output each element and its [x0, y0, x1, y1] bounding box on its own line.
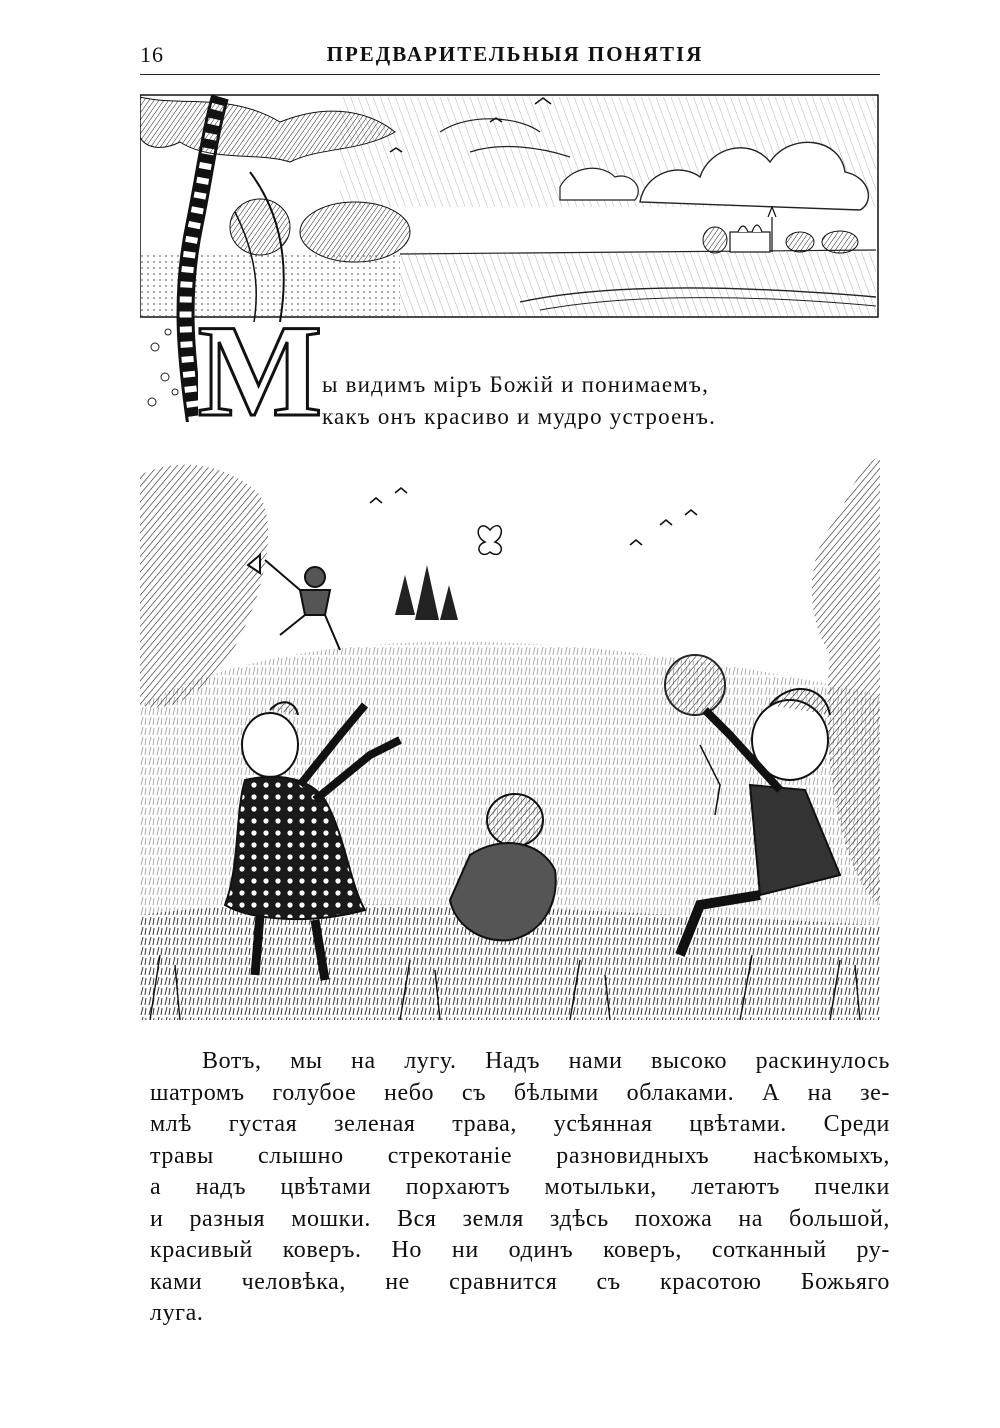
- meadow-illustration: [140, 455, 880, 1020]
- intro-line-1: ы видимъ міръ Божій и понимаемъ,: [322, 372, 710, 397]
- intro-line-2: какъ онъ красиво и мудро устроенъ.: [322, 404, 717, 429]
- body-line: ками человѣка, не сравнится съ красотою Божьяго: [150, 1268, 890, 1295]
- svg-text:М: М: [197, 297, 323, 422]
- body-line: а надъ цвѣтами порхаютъ мотыльки, летаютъ пчелки: [150, 1174, 890, 1200]
- running-head: ПРЕДВАРИТЕЛЬНЫЯ ПОНЯТІЯ: [326, 42, 704, 66]
- body-line: млѣ густая зеленая трава, усѣянная цвѣтами. Среди: [150, 1111, 890, 1137]
- body-line: красивый коверъ. Но ни одинъ коверъ, сотканный ру-: [150, 1237, 890, 1263]
- header-rule: [140, 74, 880, 75]
- body-line: травы слышно стрекотаніе разновидныхъ насѣкомыхъ,: [150, 1142, 890, 1169]
- page-number: 16: [140, 42, 164, 67]
- body-line: Вотъ, мы на лугу. Надъ нами высоко раскинулось: [202, 1048, 890, 1074]
- body-line: и разныя мошки. Вся земля здѣсь похожа на большой,: [150, 1205, 890, 1232]
- body-line: луга.: [150, 1300, 204, 1326]
- body-paragraph: [150, 1046, 890, 1330]
- drop-cap: [198, 297, 323, 422]
- body-line: шатромъ голубое небо съ бѣлыми облаками. А на зе-: [150, 1079, 890, 1106]
